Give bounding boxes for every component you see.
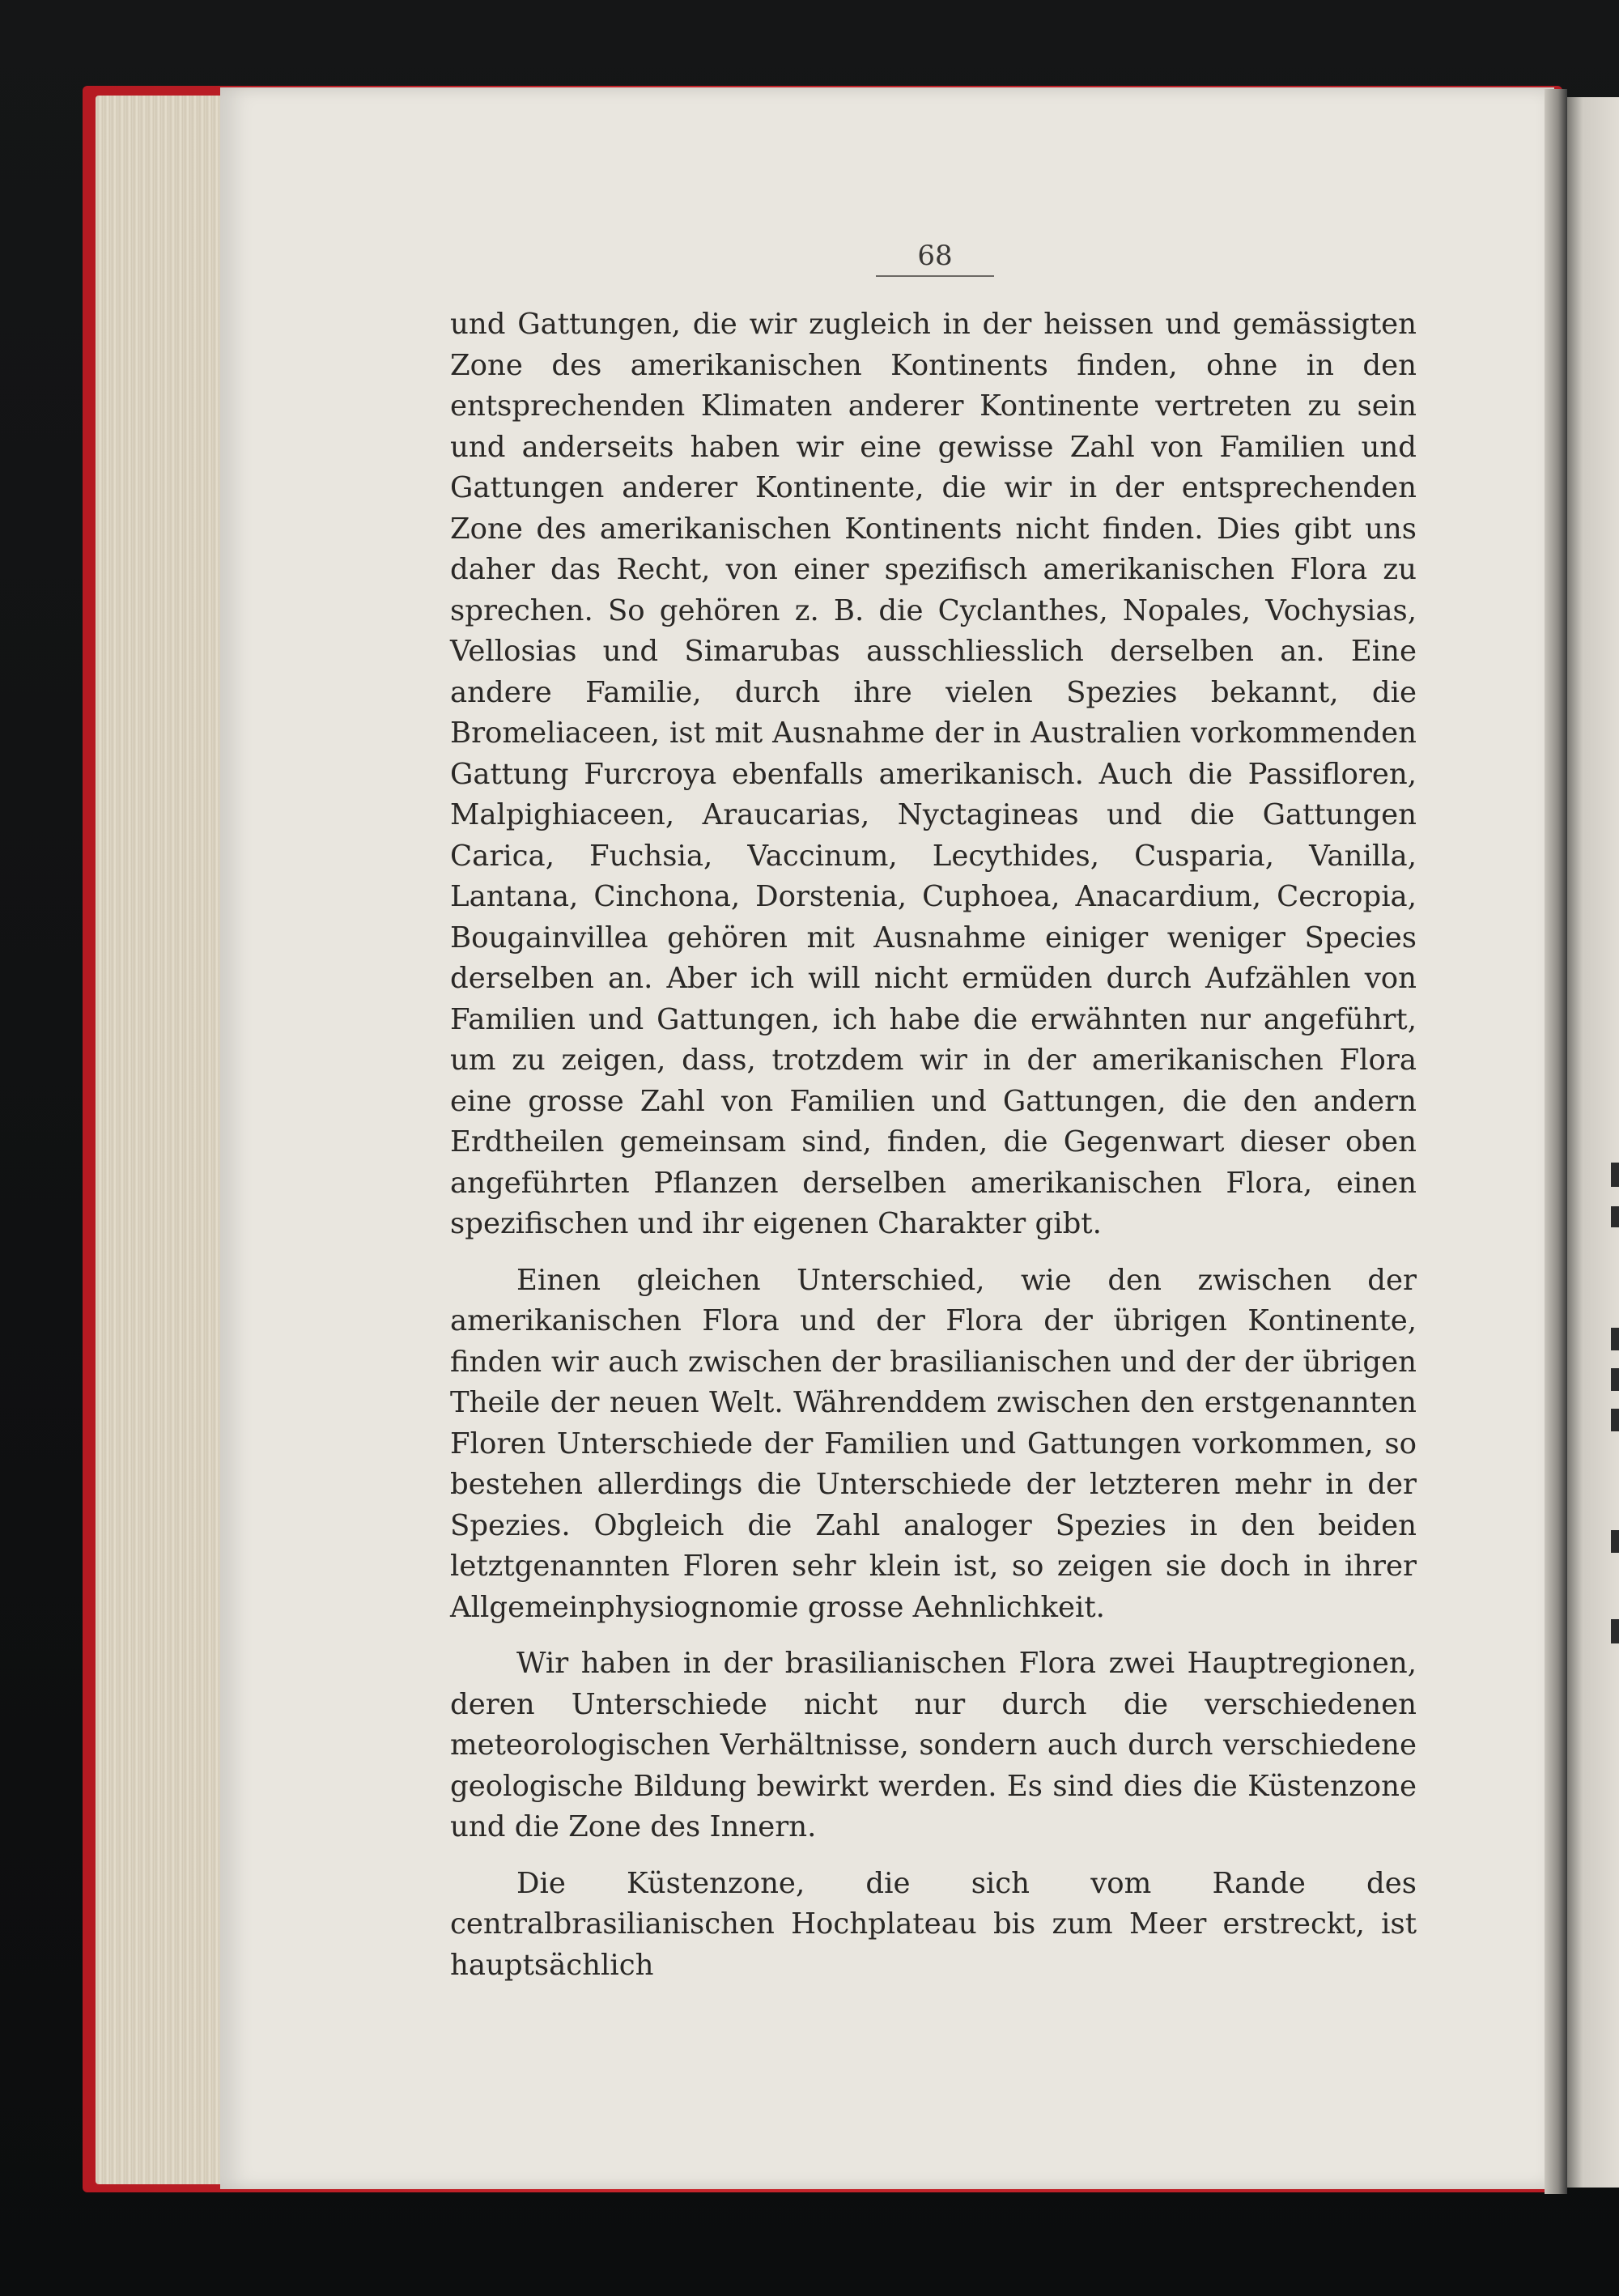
facing-page-text-fragment — [1611, 1206, 1619, 1227]
facing-page-text-fragment — [1611, 1368, 1619, 1391]
facing-page-text-fragment — [1611, 1619, 1619, 1643]
body-text — [450, 304, 1417, 2001]
page-number-rule — [876, 275, 994, 277]
book-gutter — [1545, 89, 1567, 2194]
paragraph: Die Küstenzone, die sich vom Rande des centralbrasilianischen Hochplateau bis zum Meer erstreckt, ist hauptsächlich — [450, 1866, 1417, 1982]
page-number: 68 — [917, 240, 953, 272]
facing-page-text-fragment — [1611, 1328, 1619, 1350]
facing-page-edge — [1567, 97, 1619, 2188]
paragraph: Einen gleichen Unterschied, wie den zwischen der amerikanischen Flora und der Flora der übrigen Kontinente, finden wir auch zwischen der brasilianischen und der der übrigen Theile der neuen Welt. Währenddem zwischen den erstgenannten Floren Unterschiede der Familien und Gattungen vorkommen, so bestehen allerdings die Unterschiede der letzteren mehr in der Spezies. Obgleich die Zahl analoger Spezies in den beiden letztgenannten Floren sehr klein ist, so zeigen sie doch in ihrer Allgemeinphysiognomie grosse Aehnlichkeit. — [450, 1263, 1417, 1624]
facing-page-text-fragment — [1611, 1409, 1619, 1431]
stacked-page-edges — [96, 96, 233, 2184]
facing-page-text-fragment — [1611, 1163, 1619, 1187]
paragraph: Wir haben in der brasilianischen Flora zwei Hauptregionen, deren Unterschiede nicht nur durch die verschiedenen meteorologischen Verhältnisse, sondern auch durch verschiedene geologische Bildung bewirkt werden. Es sind dies die Küstenzone und die Zone des Innern. — [450, 1647, 1417, 1843]
facing-page-text-fragment — [1611, 1530, 1619, 1553]
paragraph: und Gattungen, die wir zugleich in der heissen und gemässigten Zone des amerikanischen Kontinents finden, ohne in den entsprechenden Klimaten anderer Kontinente vertreten zu sein und anderseits haben wir eine gewisse Zahl von Familien und Gattungen anderer Kontinente, die wir in der entsprechenden Zone des amerikanischen Kontinents nicht finden. Dies gibt uns daher das Recht, von einer spezifisch amerikanischen Flora zu sprechen. So gehören z. B. die Cyclanthes, Nopales, Vochysias, Vellosias und Simarubas ausschliesslich derselben an. Eine andere Familie, durch ihre vielen Spezies bekannt, die Bromeliaceen, ist mit Ausnahme der in Australien vorkommenden Gattung Furcroya ebenfalls amerikanisch. Auch die Passifloren, Malpighiaceen, Araucarias, Nyctagineas und die Gattungen Carica, Fuchsia, Vaccinum, Lecythides, Cusparia, Vanilla, Lantana, Cinchona, Dorstenia, Cuphoea, Anacardium, Cecropia, Bougainvillea gehören mit Ausnahme einiger weniger Species derselben an. Aber ich will nicht ermüden durch Aufzählen von Familien und Gattungen, ich habe die erwähnten nur angeführt, um zu zeigen, dass, trotzdem wir in der amerikanischen Flora eine grosse Zahl von Familien und Gattungen, die den andern Erdtheilen gemeinsam sind, finden, die Gegenwart dieser oben angeführten Pflanzen derselben amerikanischen Flora, einen spezifischen und ihr eigenen Charakter gibt. — [450, 308, 1417, 1240]
